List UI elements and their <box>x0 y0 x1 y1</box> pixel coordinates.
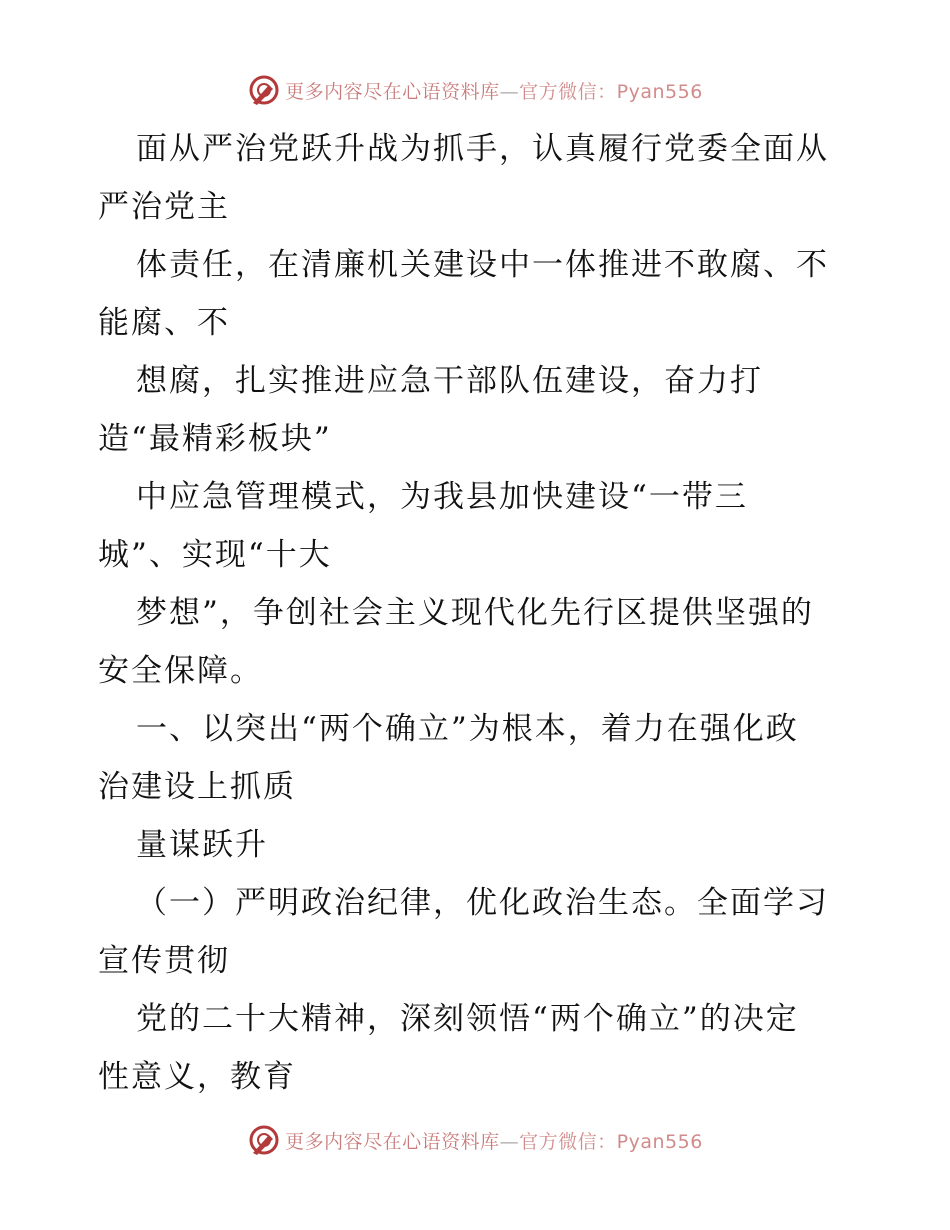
text-line: 想腐，扎实推进应急干部队伍建设，奋力打 <box>136 363 763 399</box>
text-line: 一、以突出“两个确立”为根本，着力在强化政 <box>136 711 799 747</box>
pen-logo-icon <box>247 1123 281 1157</box>
watermark-banner-bottom <box>0 1120 950 1160</box>
watermark-text <box>285 77 703 104</box>
text-line: 量谋跃升 <box>136 827 268 863</box>
text-line: 体责任，在清廉机关建设中一体推进不敢腐、不 <box>136 247 829 283</box>
text-line: 宣传贯彻 <box>98 943 230 979</box>
text-line: 性意义，教育 <box>98 1059 296 1095</box>
watermark-wechat: 官方微信：Pyan556 <box>519 1130 703 1153</box>
text-line: 造“最精彩板块” <box>98 421 332 457</box>
text-line: 面从严治党跃升战为抓手，认真履行党委全面从 <box>136 131 829 167</box>
watermark-site: 更多内容尽在心语资料库 <box>285 80 500 103</box>
pen-logo-icon <box>247 73 281 107</box>
text-line: （一）严明政治纪律，优化政治生态。全面学习 <box>136 885 829 921</box>
document-body <box>98 120 858 1106</box>
watermark-sep: — <box>499 80 520 103</box>
text-line: 安全保障。 <box>98 653 263 689</box>
text-line: 能腐、不 <box>98 305 230 341</box>
text-line: 中应急管理模式，为我县加快建设“一带三 <box>136 479 748 515</box>
text-line: 严治党主 <box>98 189 230 225</box>
text-line: 梦想”，争创社会主义现代化先行区提供坚强的 <box>136 595 814 631</box>
text-line: 治建设上抓质 <box>98 769 296 805</box>
text-line: 城”、实现“十大 <box>98 537 332 573</box>
watermark-sep: — <box>499 1130 520 1153</box>
watermark-text <box>285 1127 703 1154</box>
watermark-banner-top <box>0 70 950 110</box>
watermark-wechat: 官方微信：Pyan556 <box>519 80 703 103</box>
text-line: 党的二十大精神，深刻领悟“两个确立”的决定 <box>136 1001 799 1037</box>
watermark-site: 更多内容尽在心语资料库 <box>285 1130 500 1153</box>
